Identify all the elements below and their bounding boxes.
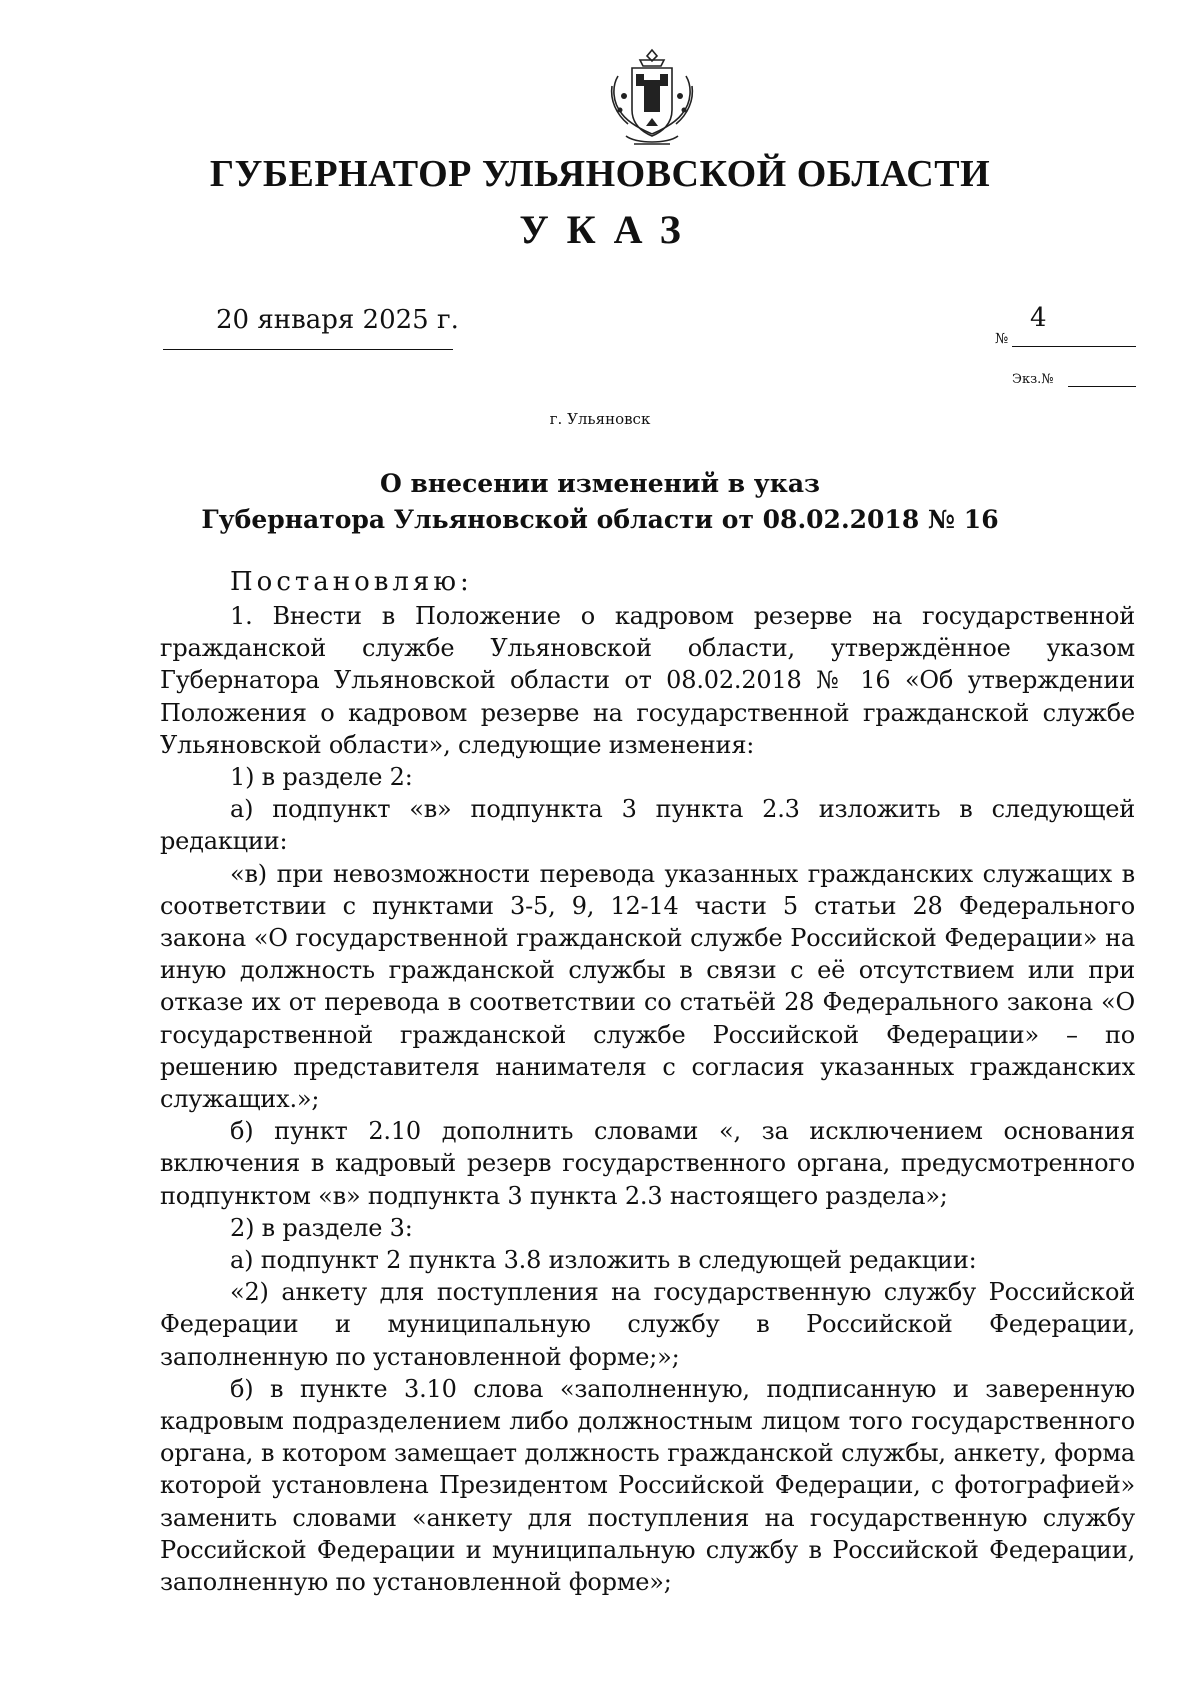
copy-number-underline — [1068, 386, 1136, 387]
paragraph: «в) при невозможности перевода указанных гражданских служащих в соответствии с пунктами 3-5, 9, 12-14 части 5 статьи 28 Федерального закона «О государственной гражданской службе Российской Федерации» на иную должность гражданской службы в связи с её отсутствием или при отказе их от перевода в соответствии со статьёй 28 Федерального закона «О государственной гражданской службе Российской Федерации» – по решению представителя нанимателя с согласия указанных гражданских служащих.»; — [160, 859, 1135, 1114]
title-line-2: Губернатора Ульяновской области от 08.02.2018 № 16 — [201, 505, 999, 534]
document-type: УКАЗ — [519, 207, 699, 252]
paragraph: «2) анкету для поступления на государственную службу Российской Федерации и муниципальную службу в Российской Федерации, заполненную по установленной форме;»; — [160, 1278, 1135, 1371]
coat-of-arms-icon — [604, 46, 700, 154]
paragraph: а) подпункт 2 пункта 3.8 изложить в следующей редакции: — [230, 1246, 977, 1275]
copy-number-label: Экз.№ — [1012, 372, 1054, 387]
number-symbol: № — [995, 331, 1009, 347]
paragraph: б) в пункте 3.10 слова «заполненную, подписанную и заверенную кадровым подразделением либо должностным лицом того государственного органа, в котором замещает должность гражданской службы, анкету, форма которой установлена Президентом Российской Федерации, с фотографией» заменить словами «анкету для поступления на государственную службу Российской Федерации и муниципальную службу в Российской Федерации, заполненную по установленной форме»; — [160, 1374, 1135, 1597]
document-date: 20 января 2025 г. — [216, 305, 459, 335]
title-line-1: О внесении изменений в указ — [380, 469, 820, 498]
decree-word: Постановляю: — [230, 567, 473, 597]
number-underline — [1012, 346, 1136, 347]
paragraph: б) пункт 2.10 дополнить словами «, за исключением основания включения в кадровый резерв государственного органа, предусмотренного подпунктом «в» подпункта 3 пункта 2.3 настоящего раздела»; — [160, 1117, 1135, 1210]
city: г. Ульяновск — [549, 410, 651, 428]
paragraph: 1) в разделе 2: — [230, 763, 413, 792]
paragraph: а) подпункт «в» подпункта 3 пункта 2.3 изложить в следующей редакции: — [160, 795, 1135, 856]
date-underline — [163, 349, 453, 350]
paragraph: 2) в разделе 3: — [230, 1213, 413, 1242]
paragraph: 1. Внести в Положение о кадровом резерве на государственной гражданской службе Ульяновской области, утверждённое указом Губернатора Ульяновской области от 08.02.2018 № 16 «Об утверждении Положения о кадровом резерве на государственной гражданской службе Ульяновской области», следующие изменения: — [160, 602, 1135, 759]
document-title — [0, 466, 1200, 538]
organization-title: ГУБЕРНАТОР УЛЬЯНОВСКОЙ ОБЛАСТИ — [209, 153, 991, 195]
document-number: 4 — [1030, 303, 1047, 333]
document-body — [160, 600, 1135, 1598]
